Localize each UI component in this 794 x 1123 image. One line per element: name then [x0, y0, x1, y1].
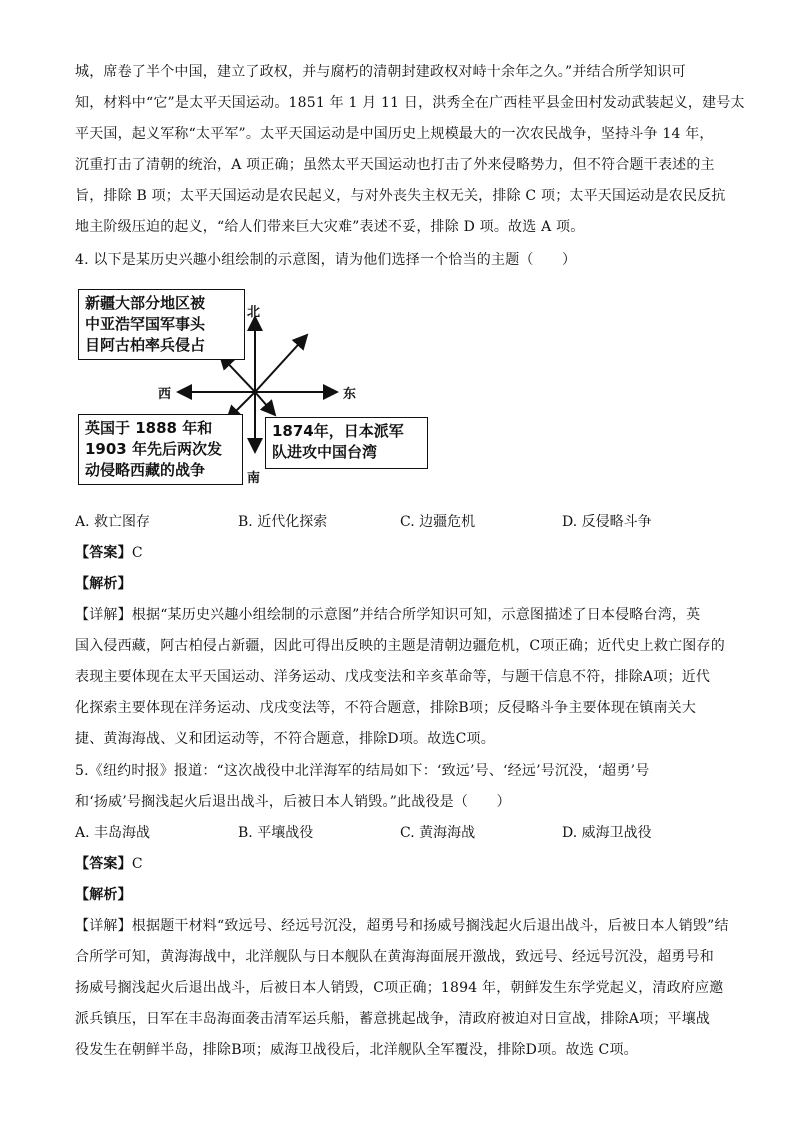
q4-detail-line: 表现主要体现在太平天国运动、洋务运动、戊戌变法和辛亥革命等，与题干信息不符，排除A项；近代 [75, 669, 711, 685]
q5-detail-line: 派兵镇压，日军在丰岛海面袭击清军运兵船，蓄意挑起战争，清政府被迫对日宣战，排除A项；平壤战 [75, 1011, 711, 1027]
q4-detail-line: 化探索主要体现在洋务运动、戊戌变法等，不符合题意，排除B项；反侵略斗争主要体现在镇南关大 [75, 700, 697, 716]
box-line: 英国于 1888 年和 [85, 419, 213, 437]
box-line: 队进攻中国台湾 [272, 443, 378, 461]
arrow-northwest [220, 355, 255, 392]
q5-detail-line: 役发生在朝鲜半岛，排除B项；威海卫战役后，北洋舰队全军覆没，排除D项。故选 C项。 [75, 1042, 638, 1058]
q4-option-c: C. 边疆危机 [400, 514, 476, 530]
q5-detail-line: 合所学可知，黄海海战中，北洋舰队与日本舰队在黄海海面展开激战，致远号、经远号沉没，超勇号和 [75, 949, 714, 965]
box-northwest [78, 289, 245, 360]
q4-answer [75, 543, 143, 563]
q4-analysis-label: 【解析】 [75, 576, 132, 592]
q5-detail-line: 【详解】根据题干材料“致远号、经远号沉没，超勇号和扬威号搁浅起火后退出战斗，后被日本人销毁”结 [75, 918, 729, 934]
q5-option-c: C. 黄海海战 [400, 825, 476, 841]
arrow-southeast [255, 392, 275, 415]
box-line: 新疆大部分地区被 [85, 294, 206, 312]
q4-option-a: A. 救亡图存 [75, 514, 151, 530]
q5-analysis-label: 【解析】 [75, 887, 132, 903]
answer-label: 【答案】 [75, 545, 132, 561]
paragraph-line: 沉重打击了清朝的统治，A 项正确；虽然太平天国运动也打击了外来侵略势力，但不符合题干表述的主 [75, 157, 715, 173]
q4-detail-line: 【详解】根据“某历史兴趣小组绘制的示意图”并结合所学知识可知，示意图描述了日本侵略台湾，英 [75, 607, 701, 623]
direction-north: 北 [247, 305, 261, 320]
box-line: 目阿古柏率兵侵占 [85, 336, 206, 354]
answer-value: C [131, 545, 143, 561]
q5-option-d: D. 威海卫战役 [562, 825, 652, 841]
direction-south: 南 [247, 471, 261, 486]
paragraph-line: 平天国，起义军称“太平军”。太平天国运动是中国历史上规模最大的一次农民战争，坚持斗争 14 年， [75, 126, 714, 142]
paragraph-line: 城，席卷了半个中国，建立了政权，并与腐朽的清朝封建政权对峙十余年之久。”并结合所学知识可 [75, 64, 686, 80]
direction-west: 西 [158, 387, 172, 402]
compass-diagram [75, 287, 435, 497]
paragraph-line: 知，材料中“它”是太平天国运动。1851 年 1 月 11 日，洪秀全在广西桂平县金田村发动武装起义，建号太 [75, 95, 745, 111]
arrow-northeast [255, 335, 307, 392]
box-southwest [78, 414, 243, 485]
paragraph-line: 旨，排除 B 项；太平天国运动是农民起义，与对外丧失主权无关，排除 C 项；太平天国运动是农民反抗 [75, 188, 726, 204]
box-southeast [265, 417, 428, 469]
box-line: 中亚浩罕国军事头 [85, 315, 206, 333]
question-5-stem: 5.《纽约时报》报道：“这次战役中北洋海军的结局如下：‘致远’号、‘经远’号沉没，‘超勇’号 [75, 763, 650, 779]
q4-detail-line: 国入侵西藏，阿古柏侵占新疆，因此可得出反映的主题是清朝边疆危机，C项正确；近代史上救亡图存的 [75, 638, 725, 654]
q5-option-b: B. 平壤战役 [238, 825, 314, 841]
question-4-stem: 4. 以下是某历史兴趣小组绘制的示意图，请为他们选择一个恰当的主题（ ） [75, 252, 577, 268]
box-line: 1903 年先后两次发 [85, 440, 222, 458]
box-line: 1874年，日本派军 [272, 422, 404, 440]
answer-value: C [131, 856, 143, 872]
question-5-stem: 和‘扬威’号搁浅起火后退出战斗，后被日本人销毁。”此战役是（ ） [75, 794, 511, 810]
q4-option-d: D. 反侵略斗争 [562, 514, 652, 530]
q5-option-a: A. 丰岛海战 [75, 825, 151, 841]
answer-label: 【答案】 [75, 856, 132, 872]
q4-option-b: B. 近代化探索 [238, 514, 328, 530]
q4-detail-line: 捷、黄海海战、义和团运动等，不符合题意，排除D项。故选C项。 [75, 731, 495, 747]
direction-east: 东 [343, 387, 357, 402]
paragraph-line: 地主阶级压迫的起义，“给人们带来巨大灾难”表述不妥，排除 D 项。故选 A 项。 [75, 219, 585, 235]
box-line: 动侵略西藏的战争 [85, 461, 206, 479]
q5-answer [75, 854, 143, 874]
q5-detail-line: 扬威号搁浅起火后退出战斗，后被日本人销毁，C项正确；1894 年，朝鲜发生东学党起义，清政府应邀 [75, 980, 724, 996]
